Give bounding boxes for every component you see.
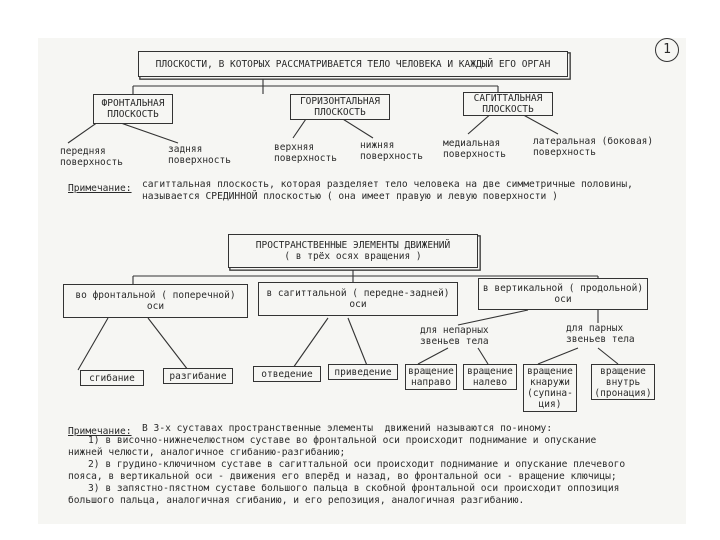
- extension-label: разгибание: [169, 370, 227, 382]
- sagittal-plane-label: САГИТТАЛЬНАЯ ПЛОСКОСТЬ: [473, 93, 543, 115]
- rotation-right-box: [405, 364, 457, 390]
- vertical-axis-box: [478, 278, 648, 310]
- planes-note-label: Примечание:: [68, 183, 132, 194]
- paired-links-label: для парных звеньев тела: [566, 323, 635, 345]
- pronation-box: [591, 364, 655, 400]
- movements-title-box: [228, 234, 478, 268]
- movements-note-line-3: нижней челюсти, аналогичное сгибанию-разгибанию;: [68, 447, 346, 458]
- sagittal-plane-box: [463, 92, 553, 116]
- flexion-label: сгибание: [89, 372, 135, 384]
- upper-surface-label: верхняя поверхность: [274, 142, 337, 164]
- movements-note-line-5: пояса, в вертикальной оси - движения его вперёд и назад, во фронтальной оси - вращение ключицы;: [68, 471, 617, 482]
- flexion-box: [80, 370, 144, 386]
- rotation-left-label: вращение налево: [467, 366, 513, 388]
- adduction-box: [328, 364, 398, 380]
- medial-surface-label: медиальная поверхность: [443, 138, 506, 160]
- page-number: 1: [655, 38, 679, 62]
- supination-box: [523, 364, 577, 412]
- movements-note-line-7: большого пальца, аналогичная сгибанию, и его репозиция, аналогичная разгибанию.: [68, 495, 525, 506]
- abduction-box: [253, 366, 321, 382]
- abduction-label: отведение: [261, 368, 313, 380]
- planes-note-text: сагиттальная плоскость, которая разделяет тело человека на две симметричные половины, называется СРЕДИННОЙ плоскостью ( она имеет правую и левую поверхности ): [142, 179, 633, 202]
- supination-label: вращение кнаружи (супина- ция): [527, 366, 573, 410]
- extension-box: [163, 368, 233, 384]
- frontal-plane-box: [93, 94, 173, 124]
- rotation-right-label: вращение направо: [408, 366, 454, 388]
- movements-title: ПРОСТРАНСТВЕННЫЕ ЭЛЕМЕНТЫ ДВИЖЕНИЙ ( в трёх осях вращения ): [255, 240, 451, 262]
- sagittal-axis-box: [258, 282, 458, 316]
- movements-note-line-1: В 3-х суставах пространственные элементы движений называются по-иному:: [142, 423, 553, 434]
- pronation-label: вращение внутрь (пронация): [594, 365, 652, 399]
- horizontal-plane-label: ГОРИЗОНТАЛЬНАЯ ПЛОСКОСТЬ: [299, 96, 381, 118]
- lateral-surface-label: латеральная (боковая) поверхность: [533, 136, 654, 158]
- frontal-plane-label: ФРОНТАЛЬНАЯ ПЛОСКОСТЬ: [101, 98, 165, 120]
- adduction-label: приведение: [334, 366, 392, 378]
- movements-note-line-6: 3) в запястно-пястном суставе большого пальца в скобной фронтальной оси происходит оппозиция: [88, 483, 620, 494]
- rotation-left-box: [463, 364, 517, 390]
- sagittal-axis-label: в сагиттальной ( передне-задней) оси: [266, 288, 450, 310]
- anterior-surface-label: передняя поверхность: [60, 146, 123, 168]
- frontal-axis-label: во фронтальной ( поперечной) оси: [75, 290, 236, 312]
- planes-title-box: [138, 51, 568, 77]
- lower-surface-label: нижняя поверхность: [360, 140, 423, 162]
- document-page: [38, 38, 686, 524]
- posterior-surface-label: задняя поверхность: [168, 144, 231, 166]
- frontal-axis-box: [63, 284, 248, 318]
- movements-note-line-2: 1) в височно-нижнечелюстном суставе во фронтальной оси происходит поднимание и опускание: [88, 435, 597, 446]
- movements-note-label: Примечание:: [68, 426, 132, 437]
- horizontal-plane-box: [290, 94, 390, 120]
- planes-title: ПЛОСКОСТИ, В КОТОРЫХ РАССМАТРИВАЕТСЯ ТЕЛО ЧЕЛОВЕКА И КАЖДЫЙ ЕГО ОРГАН: [155, 58, 551, 70]
- movements-note-line-4: 2) в грудино-ключичном суставе в сагиттальной оси происходит поднимание и опускание плечевого: [88, 459, 626, 470]
- vertical-axis-label: в вертикальной ( продольной) оси: [482, 283, 644, 305]
- unpaired-links-label: для непарных звеньев тела: [420, 325, 489, 347]
